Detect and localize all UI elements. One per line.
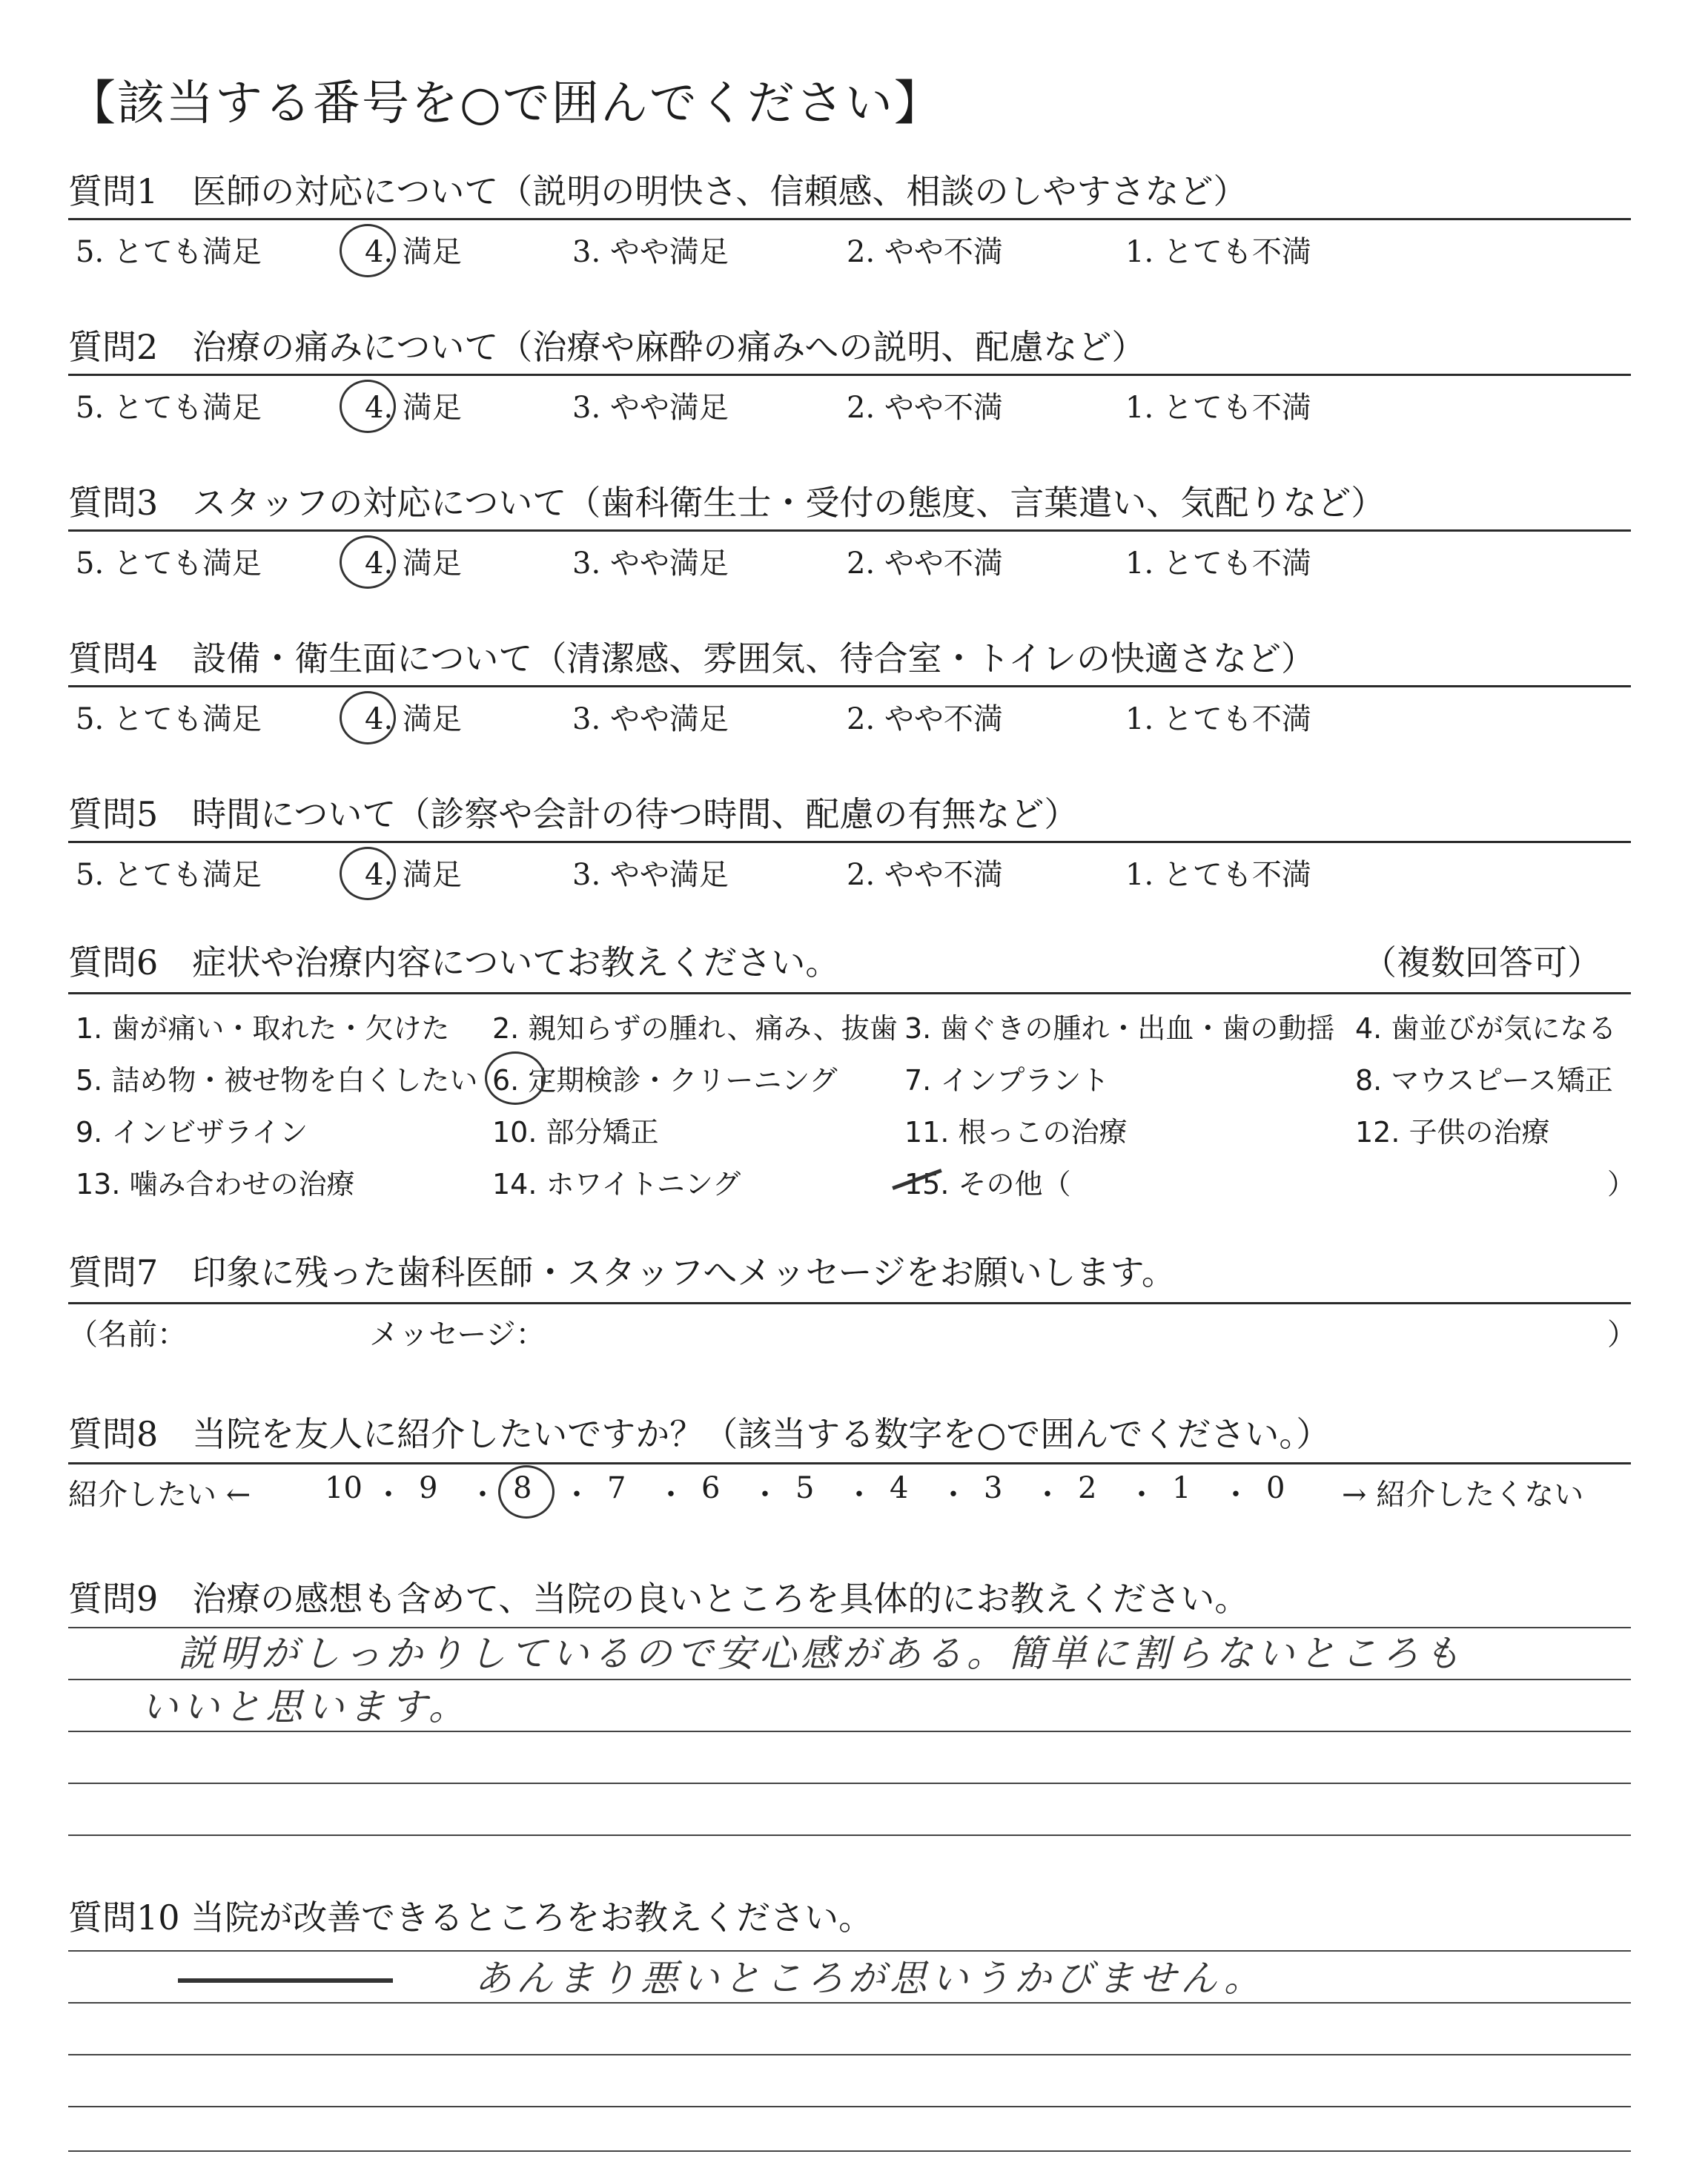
- q8-rule: [68, 1462, 1631, 1464]
- q1-option-2[interactable]: 2. やや不満: [847, 235, 1003, 269]
- q6-option-1[interactable]: 1. 歯が痛い・取れた・欠けた: [76, 1012, 450, 1045]
- q6-option-6[interactable]: 6. 定期検診・クリーニング: [492, 1064, 838, 1097]
- q2-title: 質問2 治療の痛みについて（治療や麻酔の痛みへの説明、配慮など）: [68, 327, 1146, 367]
- q9-title: 質問9 治療の感想も含めて、当院の良いところを具体的にお教えください。: [68, 1579, 1249, 1619]
- q3-option-5[interactable]: 5. とても満足: [76, 546, 262, 581]
- q8-left-label: 紹介したい ←: [68, 1478, 251, 1512]
- q8-scale-4[interactable]: 4: [890, 1471, 909, 1505]
- q7-name-label: （名前：: [68, 1318, 187, 1352]
- q9-line-3: [68, 1731, 1631, 1732]
- q8-scale-9[interactable]: 9: [419, 1471, 438, 1505]
- q4-option-3[interactable]: 3. やや満足: [572, 702, 729, 736]
- q8-scale-3[interactable]: 3: [984, 1471, 1003, 1505]
- q1-option-3[interactable]: 3. やや満足: [572, 235, 729, 269]
- q8-separator: ・: [750, 1478, 780, 1512]
- q6-rule: [68, 992, 1631, 994]
- q6-option-2[interactable]: 2. 親知らずの腫れ、痛み、抜歯: [492, 1012, 898, 1045]
- q7-title: 質問7 印象に残った歯科医師・スタッフへメッセージをお願いします。: [68, 1252, 1176, 1292]
- q10-answer-line-1: あんまり悪いところが思いうかびません。: [474, 1957, 1265, 2000]
- q5-option-3[interactable]: 3. やや満足: [572, 858, 729, 892]
- q2-option-2[interactable]: 2. やや不満: [847, 391, 1003, 425]
- q6-option-4[interactable]: 4. 歯並びが気になる: [1355, 1012, 1617, 1045]
- q7-close: ）: [1607, 1318, 1637, 1352]
- q8-scale-10[interactable]: 10: [325, 1471, 363, 1505]
- q6-option-14[interactable]: 14. ホワイトニング: [492, 1168, 741, 1200]
- q6-option-11[interactable]: 11. 根っこの治療: [904, 1116, 1128, 1149]
- form-heading: 【該当する番号を○で囲んでください】: [68, 76, 943, 131]
- q10-line-2: [68, 2002, 1631, 2004]
- q2-option-5[interactable]: 5. とても満足: [76, 391, 262, 425]
- q8-separator: ・: [844, 1478, 874, 1512]
- q2-option-3[interactable]: 3. やや満足: [572, 391, 729, 425]
- q8-separator: ・: [1127, 1478, 1156, 1512]
- q10-line-5: [68, 2150, 1631, 2152]
- q9-line-4: [68, 1783, 1631, 1784]
- q10-line-3: [68, 2054, 1631, 2055]
- q6-title: 質問6 症状や治療内容についてお教えください。: [68, 942, 840, 982]
- q8-scale-6[interactable]: 6: [701, 1471, 721, 1505]
- q8-separator: ・: [939, 1478, 968, 1512]
- q6-option-9[interactable]: 9. インビザライン: [76, 1116, 308, 1149]
- q8-separator: ・: [562, 1478, 592, 1512]
- selection-circle: [340, 535, 396, 589]
- q10-crossed-out-text: [178, 1978, 393, 1983]
- q3-title: 質問3 スタッフの対応について（歯科衛生士・受付の態度、言葉遣い、気配りなど）: [68, 483, 1386, 523]
- q8-scale-1[interactable]: 1: [1172, 1471, 1191, 1505]
- q8-scale-7[interactable]: 7: [607, 1471, 626, 1505]
- selection-circle: [340, 847, 396, 900]
- q6-other-close: ）: [1607, 1168, 1636, 1200]
- q6-option-5[interactable]: 5. 詰め物・被せ物を白くしたい: [76, 1064, 478, 1097]
- selection-circle: [485, 1051, 546, 1105]
- q1-rule: [68, 218, 1631, 220]
- q8-scale-2[interactable]: 2: [1078, 1471, 1097, 1505]
- q6-option-15[interactable]: 15. その他（: [904, 1168, 1071, 1200]
- q6-note: （複数回答可）: [1363, 942, 1601, 982]
- q2-rule: [68, 374, 1631, 376]
- q4-option-4[interactable]: 4. 満足: [365, 702, 462, 736]
- q1-option-1[interactable]: 1. とても不満: [1125, 235, 1311, 269]
- q8-right-label: → 紹介したくない: [1342, 1478, 1584, 1512]
- selection-circle: [340, 691, 396, 744]
- selection-circle: [340, 380, 396, 433]
- q5-title: 質問5 時間について（診察や会計の待つ時間、配慮の有無など）: [68, 794, 1079, 834]
- q4-option-1[interactable]: 1. とても不満: [1125, 702, 1311, 736]
- q4-title: 質問4 設備・衛生面について（清潔感、雰囲気、待合室・トイレの快適さなど）: [68, 638, 1316, 678]
- q8-separator: ・: [656, 1478, 686, 1512]
- q8-separator: ・: [1221, 1478, 1251, 1512]
- q4-option-2[interactable]: 2. やや不満: [847, 702, 1003, 736]
- q5-rule: [68, 841, 1631, 843]
- q7-rule: [68, 1302, 1631, 1304]
- q3-option-1[interactable]: 1. とても不満: [1125, 546, 1311, 581]
- q2-option-1[interactable]: 1. とても不満: [1125, 391, 1311, 425]
- q10-title: 質問10 当院が改善できるところをお教えください。: [68, 1898, 873, 1938]
- q8-separator: ・: [374, 1478, 403, 1512]
- q6-option-7[interactable]: 7. インプラント: [904, 1064, 1110, 1097]
- q6-option-8[interactable]: 8. マウスピース矯正: [1355, 1064, 1613, 1097]
- q5-option-2[interactable]: 2. やや不満: [847, 858, 1003, 892]
- q6-option-3[interactable]: 3. 歯ぐきの腫れ・出血・歯の動揺: [904, 1012, 1335, 1045]
- q10-line-4: [68, 2106, 1631, 2107]
- q9-answer-line-1: 説明がしっかりしているので安心感がある。簡単に割らないところも: [178, 1632, 1465, 1675]
- q6-option-10[interactable]: 10. 部分矯正: [492, 1116, 659, 1149]
- selection-circle: [498, 1465, 555, 1519]
- q8-separator: ・: [468, 1478, 497, 1512]
- q8-title: 質問8 当院を友人に紹介したいですか？（該当する数字を○で囲んでください。）: [68, 1414, 1331, 1454]
- q2-option-4[interactable]: 4. 満足: [365, 391, 462, 425]
- q1-title: 質問1 医師の対応について（説明の明快さ、信頼感、相談のしやすさなど）: [68, 171, 1248, 211]
- q4-option-5[interactable]: 5. とても満足: [76, 702, 262, 736]
- q3-rule: [68, 529, 1631, 532]
- q1-option-4[interactable]: 4. 満足: [365, 235, 462, 269]
- q3-option-2[interactable]: 2. やや不満: [847, 546, 1003, 581]
- q7-message-label: メッセージ：: [369, 1318, 546, 1352]
- q8-scale-8[interactable]: 8: [513, 1471, 532, 1505]
- q6-option-12[interactable]: 12. 子供の治療: [1355, 1116, 1550, 1149]
- q8-separator: ・: [1033, 1478, 1062, 1512]
- q4-rule: [68, 685, 1631, 687]
- q9-line-5: [68, 1834, 1631, 1836]
- q8-scale-0[interactable]: 0: [1266, 1471, 1285, 1505]
- q9-answer-line-2: いいと思います。: [141, 1685, 470, 1728]
- q3-option-3[interactable]: 3. やや満足: [572, 546, 729, 581]
- q8-scale-5[interactable]: 5: [795, 1471, 815, 1505]
- q5-option-1[interactable]: 1. とても不満: [1125, 858, 1311, 892]
- q6-option-13[interactable]: 13. 噛み合わせの治療: [76, 1168, 355, 1200]
- q5-option-4[interactable]: 4. 満足: [365, 858, 462, 892]
- q1-option-5[interactable]: 5. とても満足: [76, 235, 262, 269]
- q5-option-5[interactable]: 5. とても満足: [76, 858, 262, 892]
- selection-circle: [340, 224, 396, 277]
- q3-option-4[interactable]: 4. 満足: [365, 546, 462, 581]
